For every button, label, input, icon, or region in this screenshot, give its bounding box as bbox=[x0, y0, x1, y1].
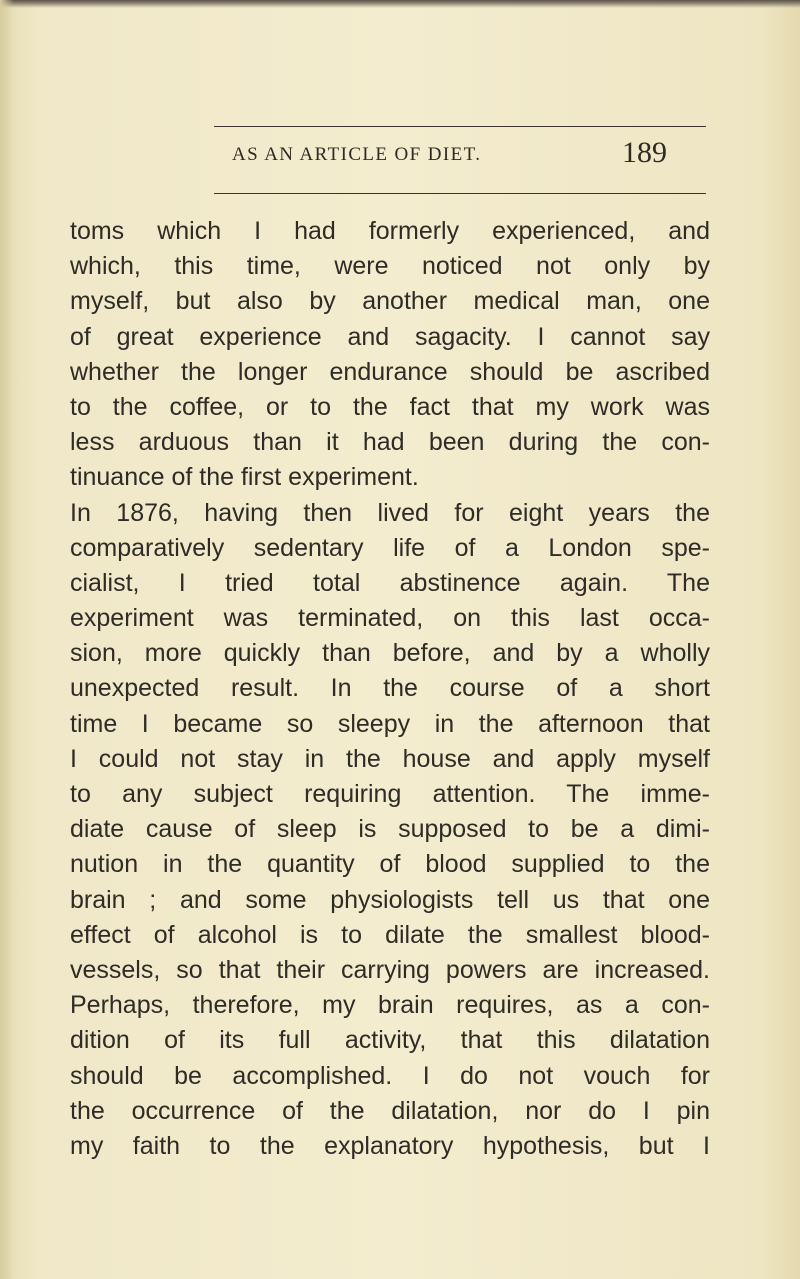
text-line: tinuance of the first experiment. bbox=[70, 463, 419, 492]
text-line: toms which I had formerly experienced, and bbox=[70, 217, 710, 245]
text-line: dition of its full activity, that this dilatation bbox=[70, 1026, 710, 1055]
header-rule-bottom bbox=[214, 193, 706, 194]
text-line: I could not stay in the house and apply myself bbox=[70, 744, 710, 773]
page-top-edge bbox=[0, 0, 800, 8]
text-line: the occurrence of the dilatation, nor do I pin bbox=[70, 1096, 710, 1125]
text-line: diate cause of sleep is supposed to be a dimi- bbox=[70, 815, 710, 844]
text-line: Perhaps, therefore, my brain requires, as a con- bbox=[70, 991, 710, 1020]
text-line: comparatively sedentary life of a London spe- bbox=[70, 533, 710, 562]
text-line: my faith to the explanatory hypothesis, but I bbox=[70, 1131, 710, 1160]
text-line: whether the longer endurance should be ascribed bbox=[70, 357, 710, 386]
text-line: to the coffee, or to the fact that my work was bbox=[70, 392, 710, 421]
text-line: experiment was terminated, on this last occa- bbox=[70, 604, 710, 633]
text-line: of great experience and sagacity. I cannot say bbox=[70, 322, 710, 351]
text-line: unexpected result. In the course of a short bbox=[70, 674, 710, 703]
page-number: 189 bbox=[622, 136, 667, 169]
text-line: less arduous than it had been during the con- bbox=[70, 428, 710, 457]
text-line: cialist, I tried total abstinence again. The bbox=[70, 568, 710, 597]
text-line: which, this time, were noticed not only by bbox=[70, 252, 710, 281]
text-line: nution in the quantity of blood supplied to the bbox=[70, 850, 710, 879]
text-line: vessels, so that their carrying powers are increased. bbox=[70, 955, 710, 984]
running-head: AS AN ARTICLE OF DIET. bbox=[232, 144, 482, 165]
header-rule-top bbox=[214, 126, 706, 127]
text-line: myself, but also by another medical man, one bbox=[70, 287, 710, 316]
text-line: should be accomplished. I do not vouch for bbox=[70, 1061, 710, 1090]
text-line: sion, more quickly than before, and by a wholly bbox=[70, 639, 710, 668]
text-line: to any subject requiring attention. The imme- bbox=[70, 780, 710, 808]
text-line: brain ; and some physiologists tell us that one bbox=[70, 885, 710, 914]
body-text bbox=[70, 214, 710, 1164]
text-line: time I became so sleepy in the afternoon that bbox=[70, 709, 710, 738]
text-line: effect of alcohol is to dilate the smallest blood- bbox=[70, 920, 710, 949]
page-gutter-shadow bbox=[0, 0, 14, 1279]
paragraph-start-line: In 1876, having then lived for eight years the bbox=[70, 498, 710, 527]
